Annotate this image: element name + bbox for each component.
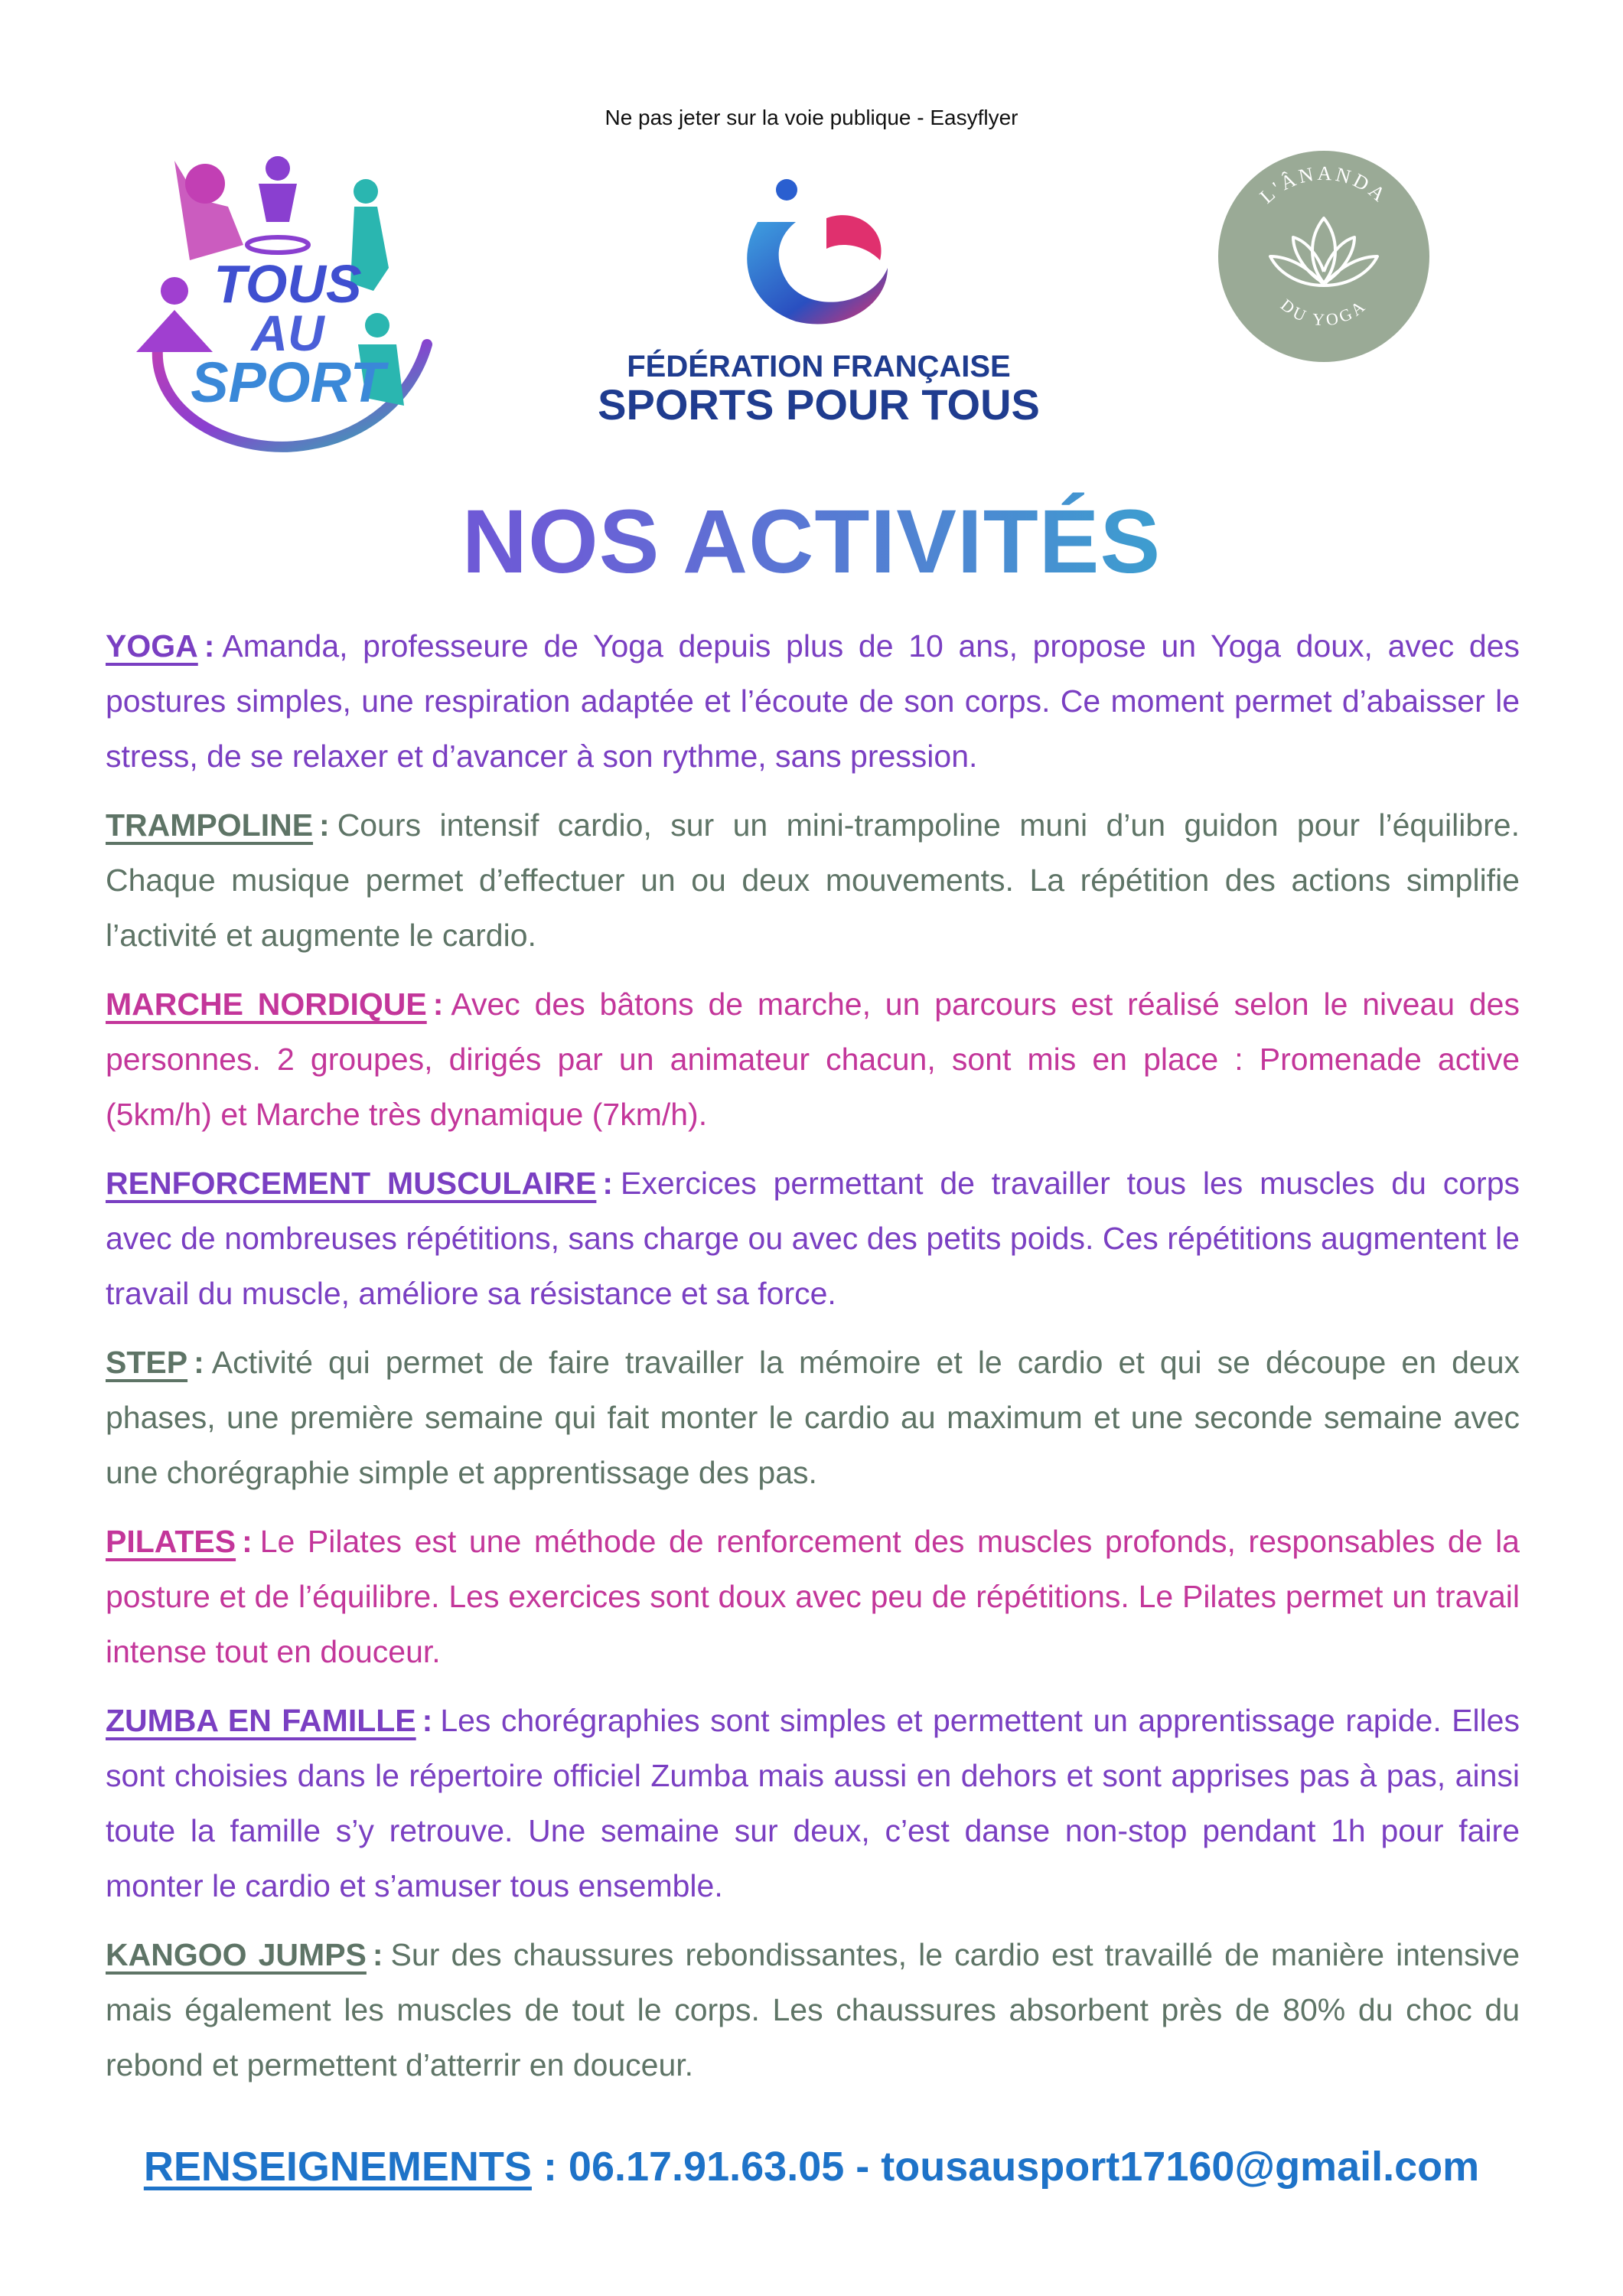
activity-description: Cours intensif cardio, sur un mini-trampoline muni d’un guidon pour l’équilibre. Chaque musique permet d’effectuer un ou deux mouvements. La répétition des actions simplifie l’activité et augmente le cardio. (106, 807, 1520, 953)
activity-description: Les chorégraphies sont simples et permettent un apprentissage rapide. Elles sont choisies dans le répertoire officiel Zumba mais aussi en dehors et sont apprises pas à pas, ainsi toute la famille s’y retrouve. Une semaine sur deux, c’est danse non-stop pendant 1h pour faire monter le cardio et s’amuser tous ensemble. (106, 1703, 1520, 1903)
activity-pilates: PILATES : Le Pilates est une méthode de renforcement des muscles profonds, responsables de la posture et de l’équilibre. Les exercices sont doux avec peu de répétitions. Le Pilates permet un travail intense tout en douceur. (106, 1524, 1520, 1669)
contact-info (0, 2143, 1623, 2190)
page-title: NOS ACTIVITÉS (0, 490, 1623, 594)
ffspt-line2: SPORTS POUR TOUS (598, 380, 1040, 429)
activity-name: PILATES (106, 1524, 236, 1559)
contact-details: : 06.17.91.63.05 - tousausport17160@gmail.com (543, 2144, 1480, 2190)
activity-description: Activité qui permet de faire travailler la mémoire et le cardio et qui se découpe en deux phases, une première semaine qui fait monter le cardio au maximum et une seconde semaine avec une chorégraphie simple et apprentissage des pas. (106, 1345, 1520, 1490)
activity-kangoo-jumps: KANGOO JUMPS : Sur des chaussures rebondissantes, le cardio est travaillé de manière intensive mais également les muscles de tout le corps. Les chaussures absorbent près de 80% du choc du rebond et permettent d’atterrir en douceur. (106, 1937, 1520, 2082)
tous-au-sport-line1: TOUS (213, 254, 362, 314)
tous-au-sport-line3: SPORT (191, 351, 385, 414)
activity-name: STEP (106, 1345, 188, 1380)
activity-name: TRAMPOLINE (106, 807, 314, 843)
activity-yoga: YOGA : Amanda, professeure de Yoga depuis plus de 10 ans, propose un Yoga doux, avec des postures simples, une respiration adaptée et l’écoute de son corps. Ce moment permet d’abaisser le stress, de se relaxer et d’avancer à son rythme, sans pression. (106, 628, 1520, 774)
activity-description: Amanda, professeure de Yoga depuis plus de 10 ans, propose un Yoga doux, avec des postures simples, une respiration adaptée et l’écoute de son corps. Ce moment permet d’abaisser le stress, de se relaxer et d’avancer à son rythme, sans pression. (106, 628, 1520, 774)
disposal-notice: Ne pas jeter sur la voie publique - Easyflyer (605, 106, 1018, 129)
ananda-top-text: L'ÂNANDA (1255, 161, 1393, 208)
activity-renforcement-musculaire: RENFORCEMENT MUSCULAIRE : Exercices permettant de travailler tous les muscles du corps avec de nombreuses répétitions, sans charge ou avec des petits poids. Ces répétitions augmentent le travail du muscle, améliore sa résistance et sa force. (106, 1166, 1520, 1311)
tous-au-sport-line2: AU (251, 305, 324, 361)
activities-list (106, 618, 1520, 2106)
activity-zumba-en-famille: ZUMBA EN FAMILLE : Les chorégraphies sont simples et permettent un apprentissage rapide. Elles sont choisies dans le répertoire officiel Zumba mais aussi en dehors et sont apprises pas à pas, ainsi toute la famille s’y retrouve. Une semaine sur deux, c’est danse non-stop pendant 1h pour faire monter le cardio et s’amuser tous ensemble. (106, 1703, 1520, 1903)
activity-name: KANGOO JUMPS (106, 1937, 367, 1972)
activity-name: RENFORCEMENT MUSCULAIRE (106, 1166, 597, 1201)
activity-description: Avec des bâtons de marche, un parcours est réalisé selon le niveau des personnes. 2 groupes, dirigés par un animateur chacun, sont mis en place : Promenade active (5km/h) et Marche très dynamique (7km/h). (106, 987, 1520, 1132)
tous-au-sport-logo (113, 138, 450, 475)
ffspt-logo (597, 176, 1041, 429)
activity-description: Le Pilates est une méthode de renforcement des muscles profonds, responsables de la posture et de l’équilibre. Les exercices sont doux avec peu de répétitions. Le Pilates permet un travail intense tout en douceur. (106, 1524, 1520, 1669)
activity-name: MARCHE NORDIQUE (106, 987, 427, 1022)
contact-label: RENSEIGNEMENTS (143, 2144, 532, 2190)
ananda-yoga-logo (1217, 149, 1431, 364)
activity-description: Exercices permettant de travailler tous les muscles du corps avec de nombreuses répétitions, sans charge ou avec des petits poids. Ces répétitions augmentent le travail du muscle, améliore sa résistance et sa force. (106, 1166, 1520, 1311)
ffspt-line1: FÉDÉRATION FRANÇAISE (627, 350, 1011, 383)
activity-trampoline: TRAMPOLINE : Cours intensif cardio, sur un mini-trampoline muni d’un guidon pour l’équilibre. Chaque musique permet d’effectuer un ou deux mouvements. La répétition des actions simplifie l’activité et augmente le cardio. (106, 807, 1520, 953)
activity-step: STEP : Activité qui permet de faire travailler la mémoire et le cardio et qui se découpe en deux phases, une première semaine qui fait monter le cardio au maximum et une seconde semaine avec une chorégraphie simple et apprentissage des pas. (106, 1345, 1520, 1490)
ananda-bottom-text: DU YOGA (1277, 295, 1370, 330)
activity-name: YOGA (106, 628, 198, 664)
activity-description: Sur des chaussures rebondissantes, le cardio est travaillé de manière intensive mais également les muscles de tout le corps. Les chaussures absorbent près de 80% du choc du rebond et permettent d’atterrir en douceur. (106, 1937, 1520, 2082)
activity-marche-nordique: MARCHE NORDIQUE : Avec des bâtons de marche, un parcours est réalisé selon le niveau des personnes. 2 groupes, dirigés par un animateur chacun, sont mis en place : Promenade active (5km/h) et Marche très dynamique (7km/h). (106, 987, 1520, 1132)
activity-name: ZUMBA EN FAMILLE (106, 1703, 416, 1738)
